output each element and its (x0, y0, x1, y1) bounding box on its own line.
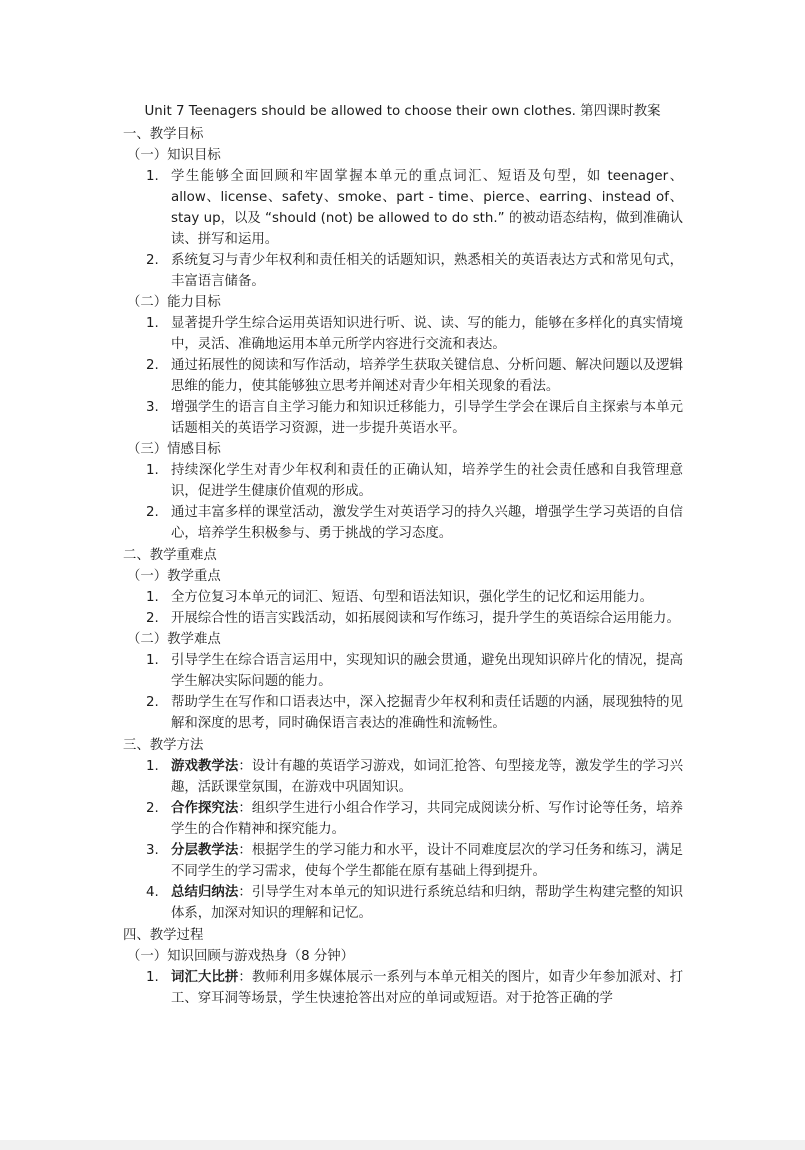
document-body (0, 123, 805, 1009)
list-item (0, 250, 683, 292)
item-text: ：根据学生的学习能力和水平，设计不同难度层次的学习任务和练习，满足不同学生的学习需求，使每个学生都能在原有基础上得到提升。 (171, 843, 684, 879)
item-text: 显著提升学生综合运用英语知识进行听、说、读、写的能力，能够在多样化的真实情境中，灵活、准确地运用本单元所学内容进行交流和表达。 (171, 316, 683, 352)
list-item (0, 355, 683, 397)
list-item (0, 840, 683, 882)
section-heading-process: 四、教学过程 (123, 928, 204, 943)
list-item (0, 502, 683, 544)
item-number: 2. (146, 611, 159, 626)
subsection-heading-knowledge: （一）知识目标 (127, 148, 221, 163)
list-item (0, 166, 683, 250)
item-number: 2. (146, 801, 159, 816)
list-item (0, 967, 683, 1009)
item-text: ：引导学生对本单元的知识进行系统总结和归纳，帮助学生构建完整的知识体系，加深对知识的理解和记忆。 (171, 885, 684, 921)
list-item (0, 587, 683, 608)
item-text: 学生能够全面回顾和牢固掌握本单元的重点词汇、短语及句型，如 teenager、allow、license、safety、smoke、part - time、pierce、earring、instead of、stay up，以及 “should (not) be allowed to do sth.” 的被动语态结构，做到准确认读、拼写和运用。 (171, 169, 683, 247)
item-text: 增强学生的语言自主学习能力和知识迁移能力，引导学生学会在课后自主探索与本单元话题相关的英语学习资源，进一步提升英语水平。 (171, 400, 683, 436)
item-term: 分层教学法 (171, 843, 239, 858)
item-term: 总结归纳法 (171, 885, 239, 900)
list-item (0, 460, 683, 502)
subsection-heading-warmup: （一）知识回顾与游戏热身（8 分钟） (127, 949, 355, 964)
item-text: ：设计有趣的英语学习游戏，如词汇抢答、句型接龙等，激发学生的学习兴趣，活跃课堂氛围，在游戏中巩固知识。 (171, 759, 684, 795)
list-item (0, 650, 683, 692)
item-text: 通过拓展性的阅读和写作活动，培养学生获取关键信息、分析问题、解决问题以及逻辑思维的能力，使其能够独立思考并阐述对青少年相关现象的看法。 (171, 358, 683, 394)
list-item (0, 313, 683, 355)
item-number: 1. (146, 169, 159, 184)
item-text: 通过丰富多样的课堂活动，激发学生对英语学习的持久兴趣，增强学生学习英语的自信心，培养学生积极参与、勇于挑战的学习态度。 (171, 505, 683, 541)
item-number: 4. (146, 885, 159, 900)
item-number: 3. (146, 400, 159, 415)
list-item (0, 692, 683, 734)
section-heading-key-points: 二、教学重难点 (123, 548, 217, 563)
item-text: 全方位复习本单元的词汇、短语、句型和语法知识，强化学生的记忆和运用能力。 (171, 590, 654, 605)
item-text: ：教师利用多媒体展示一系列与本单元相关的图片，如青少年参加派对、打工、穿耳洞等场景，学生快速抢答出对应的单词或短语。对于抢答正确的学 (171, 970, 684, 1006)
item-term: 合作探究法 (171, 801, 239, 816)
subsection-heading-emotion: （三）情感目标 (127, 442, 221, 457)
item-text: 持续深化学生对青少年权利和责任的正确认知，培养学生的社会责任感和自我管理意识，促进学生健康价值观的形成。 (171, 463, 683, 499)
item-number: 2. (146, 358, 159, 373)
item-number: 1. (146, 590, 159, 605)
item-number: 2. (146, 253, 159, 268)
item-text: 引导学生在综合语言运用中，实现知识的融会贯通，避免出现知识碎片化的情况，提高学生解决实际问题的能力。 (171, 653, 683, 689)
item-text: 开展综合性的语言实践活动，如拓展阅读和写作练习，提升学生的英语综合运用能力。 (171, 611, 680, 626)
list-item (0, 882, 683, 924)
item-number: 1. (146, 653, 159, 668)
document-title: Unit 7 Teenagers should be allowed to choose their own clothes. 第四课时教案 (144, 104, 661, 119)
section-heading-methods: 三、教学方法 (123, 738, 204, 753)
item-number: 3. (146, 843, 159, 858)
list-item (0, 756, 683, 798)
item-text: 帮助学生在写作和口语表达中，深入挖掘青少年权利和责任话题的内涵，展现独特的见解和深度的思考，同时确保语言表达的准确性和流畅性。 (171, 695, 683, 731)
list-item (0, 397, 683, 439)
item-number: 1. (146, 970, 159, 985)
item-number: 1. (146, 759, 159, 774)
subsection-heading-ability: （二）能力目标 (127, 295, 221, 310)
list-item (0, 798, 683, 840)
item-number: 2. (146, 695, 159, 710)
item-number: 1. (146, 316, 159, 331)
item-text: ：组织学生进行小组合作学习，共同完成阅读分析、写作讨论等任务，培养学生的合作精神和探究能力。 (171, 801, 684, 837)
section-heading-objectives: 一、教学目标 (123, 127, 204, 142)
item-text: 系统复习与青少年权利和责任相关的话题知识，熟悉相关的英语表达方式和常见句式，丰富语言储备。 (171, 253, 683, 289)
item-term: 游戏教学法 (171, 759, 239, 774)
item-number: 1. (146, 463, 159, 478)
item-number: 2. (146, 505, 159, 520)
subsection-heading-difficulty: （二）教学难点 (127, 632, 221, 647)
subsection-heading-focus: （一）教学重点 (127, 569, 221, 584)
list-item (0, 608, 683, 629)
item-term: 词汇大比拼 (171, 970, 239, 985)
